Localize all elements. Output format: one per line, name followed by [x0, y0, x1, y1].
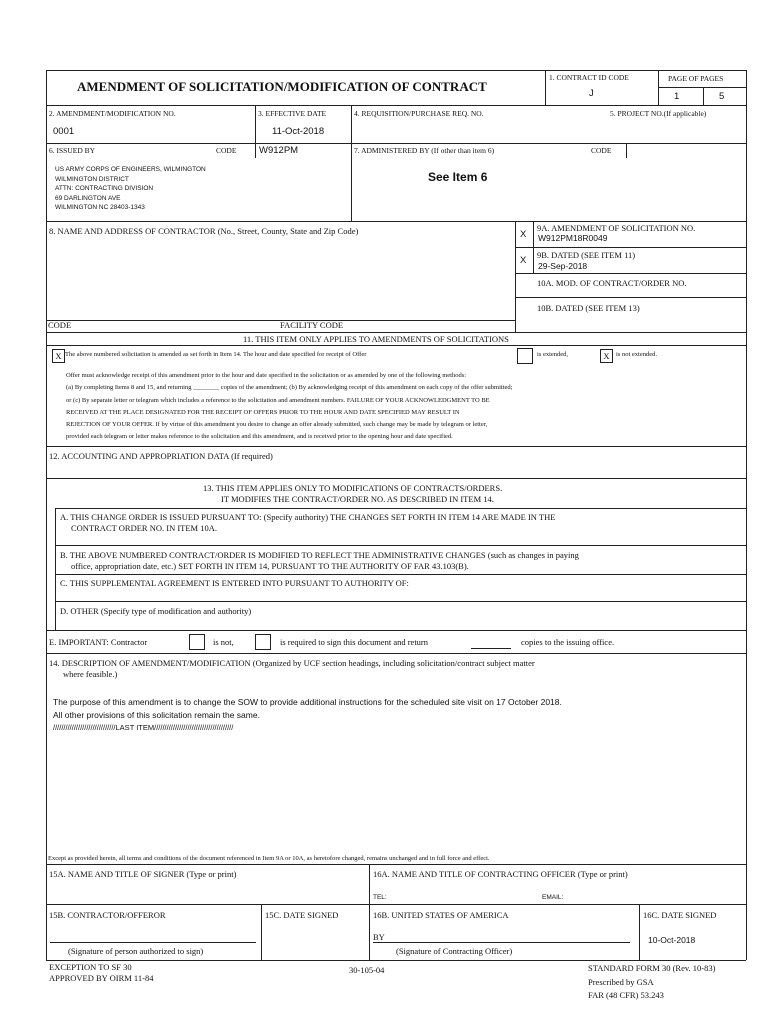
instruction-line: provided each telegram or letter makes reference to the solicitation and this amendment, and is received prior to the opening hour and date specified.	[66, 433, 453, 441]
officer-signature-line[interactable]	[373, 942, 630, 943]
item-11-statement: The above numbered solicitation is amended as set forth in Item 14. The hour and date specified for receipt of Offer	[65, 351, 367, 358]
not-extended-checkbox[interactable]: X	[600, 349, 613, 363]
total-pages[interactable]: 5	[719, 91, 725, 102]
contractor-signature-line[interactable]	[50, 942, 256, 943]
instruction-line: Offer must acknowledge receipt of this amendment prior to the hour and date specified in the solicitation or as amended by one of the following methods:	[66, 372, 467, 379]
accounting-data-label: 12. ACCOUNTING AND APPROPRIATION DATA (If required)	[49, 451, 273, 461]
address-line: WILMINGTON DISTRICT	[55, 175, 129, 183]
contractor-signature-caption: (Signature of person authorized to sign)	[68, 946, 204, 956]
copies-blank[interactable]	[471, 648, 511, 649]
item-13c-label: C. THIS SUPPLEMENTAL AGREEMENT IS ENTERED INTO PURSUANT TO AUTHORITY OF:	[60, 578, 409, 588]
amended-checkbox[interactable]: X	[52, 349, 65, 363]
is-not-label: is not,	[213, 637, 234, 647]
amendment-no-label: 2. AMENDMENT/MODIFICATION NO.	[49, 109, 176, 118]
is-extended-label: is extended,	[537, 351, 569, 358]
project-no-label: 5. PROJECT NO.(If applicable)	[610, 109, 707, 118]
copies-label: copies to the issuing office.	[521, 637, 615, 647]
approved-text: APPROVED BY OIRM 11-84	[49, 973, 154, 983]
officer-date-signed-label: 16C. DATE SIGNED	[643, 910, 717, 920]
contractor-date-signed-label: 15C. DATE SIGNED	[265, 910, 339, 920]
is-required-label: is required to sign this document and return	[280, 637, 429, 647]
item-13d-label: D. OTHER (Specify type of modification and authority)	[60, 606, 252, 616]
item-14-label-1: 14. DESCRIPTION OF AMENDMENT/MODIFICATION (Organized by UCF section headings, including solicitation/contract subject matter	[49, 658, 535, 668]
contract-id-code-label: 1. CONTRACT ID CODE	[549, 73, 629, 82]
description-line-2: All other provisions of this solicitation remain the same.	[53, 710, 260, 720]
extended-checkbox[interactable]	[517, 348, 533, 364]
important-label: E. IMPORTANT: Contractor	[49, 637, 148, 647]
item-10b-label: 10B. DATED (SEE ITEM 13)	[537, 303, 640, 313]
except-clause: Except as provided herein, all terms and conditions of the document referenced in Item 9A or 10A, as heretofore changed, remains unchanged and in full force and effect.	[48, 855, 490, 862]
contractor-name-label: 8. NAME AND ADDRESS OF CONTRACTOR (No., Street, County, State and Zip Code)	[49, 226, 359, 236]
administered-by-label: 7. ADMINISTERED BY (If other than item 6)	[354, 146, 495, 155]
officer-signature-caption: (Signature of Contracting Officer)	[396, 946, 513, 956]
signer-name-label: 15A. NAME AND TITLE OF SIGNER (Type or print)	[49, 869, 237, 879]
contractor-offeror-label: 15B. CONTRACTOR/OFFEROR	[49, 910, 166, 920]
item-13b-line-2: office, appropriation date, etc.) SET FORTH IN ITEM 14, PURSUANT TO THE AUTHORITY OF FAR 43.103(B).	[71, 561, 469, 571]
description-line-1: The purpose of this amendment is to change the SOW to provide additional instructions for the scheduled site visit on 17 October 2018.	[53, 697, 562, 707]
issued-by-code-value[interactable]: W912PM	[259, 145, 299, 156]
exception-text: EXCEPTION TO SF 30	[49, 962, 132, 972]
item-9b-check[interactable]: X	[520, 255, 527, 266]
united-states-label: 16B. UNITED STATES OF AMERICA	[373, 910, 509, 920]
item-11-instructions	[66, 370, 512, 444]
item-11-title: 11. THIS ITEM ONLY APPLIES TO AMENDMENTS OF SOLICITATIONS	[243, 334, 509, 344]
solicitation-no-value[interactable]: W912PM18R0049	[538, 233, 608, 243]
address-line: US ARMY CORPS OF ENGINEERS, WILMINGTON	[55, 166, 206, 173]
administered-by-code-label: CODE	[591, 146, 612, 155]
amendment-no-value[interactable]: 0001	[53, 126, 75, 137]
form-title: AMENDMENT OF SOLICITATION/MODIFICATION OF CONTRACT	[77, 79, 487, 94]
instruction-line: RECEIVED AT THE PLACE DESIGNATED FOR THE RECEIPT OF OFFERS PRIOR TO THE HOUR AND DATE SPECIFIED MAY RESULT IN	[66, 408, 460, 416]
contracting-officer-name-label: 16A. NAME AND TITLE OF CONTRACTING OFFICER (Type or print)	[373, 869, 628, 879]
item-9b-date[interactable]: 29-Sep-2018	[538, 261, 588, 271]
form-code: 30-105-04	[349, 965, 385, 975]
is-required-checkbox[interactable]	[255, 634, 271, 650]
issuer-address	[55, 165, 206, 213]
requisition-no-label: 4. REQUISITION/PURCHASE REQ. NO.	[354, 109, 484, 118]
instruction-line: REJECTION OF YOUR OFFER. If by virtue of this amendment you desire to change an offer already submitted, such change may be made by telegram or letter,	[66, 421, 488, 429]
contract-id-code-value[interactable]: J	[589, 88, 594, 99]
item-9b-label: 9B. DATED (SEE ITEM 11)	[537, 250, 636, 260]
item-13a-line-2: CONTRACT ORDER NO. IN ITEM 10A.	[71, 523, 217, 533]
issued-by-label: 6. ISSUED BY	[49, 146, 96, 155]
far-text: FAR (48 CFR) 53.243	[588, 990, 664, 1000]
is-not-checkbox[interactable]	[189, 634, 205, 650]
email-label: EMAIL:	[542, 894, 564, 901]
issued-by-code-label: CODE	[216, 146, 237, 155]
item-14-label-2: where feasible.)	[63, 669, 118, 679]
item-13a-line-1: A. THIS CHANGE ORDER IS ISSUED PURSUANT TO: (Specify authority) THE CHANGES SET FORTH IN ITEM 14 ARE MADE IN THE	[60, 512, 556, 522]
address-line: WILMINGTON NC 28403-1343	[55, 204, 145, 211]
item-13b-line-1: B. THE ABOVE NUMBERED CONTRACT/ORDER IS MODIFIED TO REFLECT THE ADMINISTRATIVE CHANGES (such as changes in paying	[60, 550, 579, 560]
page-of-pages-label: PAGE OF PAGES	[668, 74, 724, 83]
item-13-title-2: IT MODIFIES THE CONTRACT/ORDER NO. AS DESCRIBED IN ITEM 14.	[221, 494, 494, 504]
item-10a-label: 10A. MOD. OF CONTRACT/ORDER NO.	[537, 278, 687, 288]
item-9a-check[interactable]: X	[520, 229, 527, 240]
by-label: BY	[373, 932, 385, 942]
see-item-6: See Item 6	[428, 170, 488, 184]
instruction-line: or (c) By separate letter or telegram which includes a reference to the solicitation and amendment numbers. FAILURE OF YOUR ACKNOWLEDGMENT TO BE	[66, 396, 490, 404]
last-item-marker: //////////////////////////////LAST ITEM//////////////////////////////////////	[53, 723, 234, 732]
page-number[interactable]: 1	[674, 91, 680, 102]
contractor-code-label: CODE	[48, 320, 72, 330]
instruction-line: (a) By completing Items 8 and 15, and returning ________ copies of the amendment; (b) By acknowledging receipt of this amendment on each copy of the offer submitted;	[66, 384, 513, 392]
address-line: 69 DARLINGTON AVE	[55, 194, 121, 202]
prescribed-text: Prescribed by GSA	[588, 977, 654, 987]
tel-label: TEL:	[373, 894, 387, 901]
standard-form-text: STANDARD FORM 30 (Rev. 10-83)	[588, 963, 716, 973]
officer-date-signed-value[interactable]: 10-Oct-2018	[648, 935, 696, 945]
facility-code-label: FACILITY CODE	[280, 320, 344, 330]
address-line: ATTN: CONTRACTING DIVISION	[55, 185, 154, 192]
item-9a-label: 9A. AMENDMENT OF SOLICITATION NO.	[537, 223, 696, 233]
item-13-title-1: 13. THIS ITEM APPLIES ONLY TO MODIFICATIONS OF CONTRACTS/ORDERS.	[203, 483, 503, 493]
effective-date-label: 3. EFFECTIVE DATE	[258, 109, 327, 118]
is-not-extended-label: is not extended.	[616, 351, 657, 358]
effective-date-value[interactable]: 11-Oct-2018	[272, 126, 325, 137]
